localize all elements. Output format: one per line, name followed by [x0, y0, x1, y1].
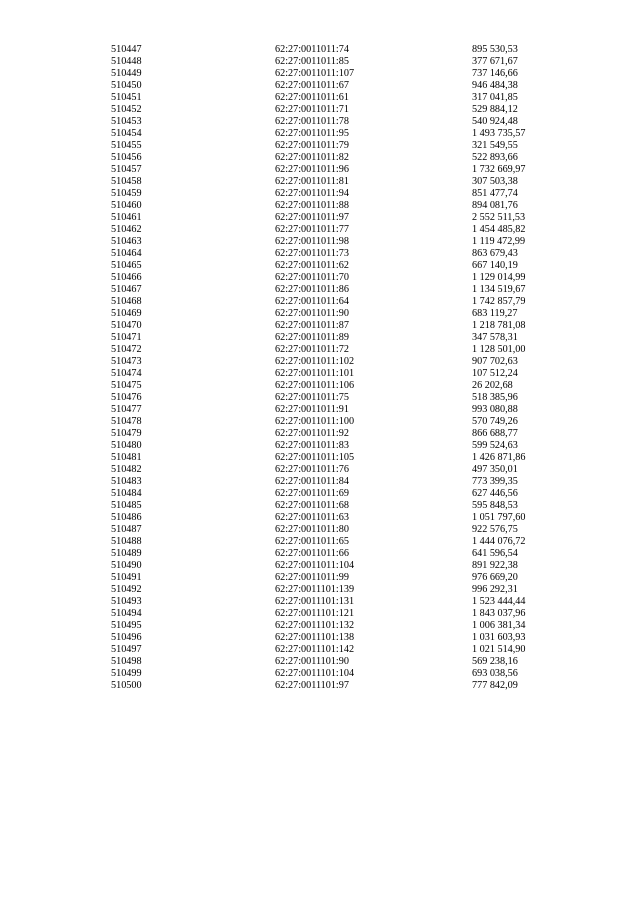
value-cell: 737 146,66: [472, 68, 518, 79]
value-cell: 891 922,38: [472, 560, 518, 571]
cadastral-number-cell: 62:27:0011011:73: [275, 248, 349, 259]
value-cell: 683 119,27: [472, 308, 518, 319]
row-id-cell: 510456: [111, 152, 142, 163]
table-row: [0, 272, 640, 284]
value-cell: 347 578,31: [472, 332, 518, 343]
cadastral-number-cell: 62:27:0011011:71: [275, 104, 349, 115]
data-table: [0, 44, 640, 692]
value-cell: 1 006 381,34: [472, 620, 526, 631]
value-cell: 570 749,26: [472, 416, 518, 427]
row-id-cell: 510483: [111, 476, 142, 487]
table-row: [0, 560, 640, 572]
cadastral-number-cell: 62:27:0011011:65: [275, 536, 349, 547]
table-row: [0, 332, 640, 344]
value-cell: 667 140,19: [472, 260, 518, 271]
value-cell: 993 080,88: [472, 404, 518, 415]
row-id-cell: 510479: [111, 428, 142, 439]
value-cell: 377 671,67: [472, 56, 518, 67]
cadastral-number-cell: 62:27:0011011:89: [275, 332, 349, 343]
row-id-cell: 510487: [111, 524, 142, 535]
value-cell: 307 503,38: [472, 176, 518, 187]
table-row: [0, 512, 640, 524]
table-row: [0, 140, 640, 152]
cadastral-number-cell: 62:27:0011011:70: [275, 272, 349, 283]
value-cell: 26 202,68: [472, 380, 513, 391]
value-cell: 522 893,66: [472, 152, 518, 163]
table-row: [0, 284, 640, 296]
value-cell: 599 524,63: [472, 440, 518, 451]
value-cell: 1 742 857,79: [472, 296, 526, 307]
value-cell: 1 021 514,90: [472, 644, 526, 655]
cadastral-number-cell: 62:27:0011011:79: [275, 140, 349, 151]
cadastral-number-cell: 62:27:0011011:69: [275, 488, 349, 499]
cadastral-number-cell: 62:27:0011011:68: [275, 500, 349, 511]
cadastral-number-cell: 62:27:0011011:88: [275, 200, 349, 211]
row-id-cell: 510460: [111, 200, 142, 211]
cadastral-number-cell: 62:27:0011101:132: [275, 620, 355, 631]
value-cell: 627 446,56: [472, 488, 518, 499]
cadastral-number-cell: 62:27:0011011:104: [275, 560, 355, 571]
table-row: [0, 404, 640, 416]
value-cell: 922 576,75: [472, 524, 518, 535]
row-id-cell: 510474: [111, 368, 142, 379]
table-row: [0, 188, 640, 200]
row-id-cell: 510462: [111, 224, 142, 235]
row-id-cell: 510468: [111, 296, 142, 307]
table-row: [0, 416, 640, 428]
table-row: [0, 584, 640, 596]
table-row: [0, 668, 640, 680]
table-row: [0, 164, 640, 176]
table-row: [0, 452, 640, 464]
value-cell: 317 041,85: [472, 92, 518, 103]
table-row: [0, 128, 640, 140]
table-row: [0, 440, 640, 452]
row-id-cell: 510499: [111, 668, 142, 679]
row-id-cell: 510482: [111, 464, 142, 475]
value-cell: 907 702,63: [472, 356, 518, 367]
cadastral-number-cell: 62:27:0011011:92: [275, 428, 349, 439]
cadastral-number-cell: 62:27:0011011:80: [275, 524, 349, 535]
table-row: [0, 236, 640, 248]
cadastral-number-cell: 62:27:0011011:91: [275, 404, 349, 415]
value-cell: 1 119 472,99: [472, 236, 526, 247]
cadastral-number-cell: 62:27:0011011:78: [275, 116, 349, 127]
cadastral-number-cell: 62:27:0011011:95: [275, 128, 349, 139]
value-cell: 540 924,48: [472, 116, 518, 127]
table-row: [0, 572, 640, 584]
row-id-cell: 510457: [111, 164, 142, 175]
table-row: [0, 500, 640, 512]
cadastral-number-cell: 62:27:0011011:67: [275, 80, 349, 91]
row-id-cell: 510476: [111, 392, 142, 403]
table-row: [0, 56, 640, 68]
value-cell: 1 523 444,44: [472, 596, 526, 607]
value-cell: 1 843 037,96: [472, 608, 526, 619]
table-row: [0, 104, 640, 116]
value-cell: 1 493 735,57: [472, 128, 526, 139]
table-row: [0, 308, 640, 320]
cadastral-number-cell: 62:27:0011011:75: [275, 392, 349, 403]
row-id-cell: 510493: [111, 596, 142, 607]
cadastral-number-cell: 62:27:0011011:82: [275, 152, 349, 163]
row-id-cell: 510490: [111, 560, 142, 571]
cadastral-number-cell: 62:27:0011011:106: [275, 380, 355, 391]
cadastral-number-cell: 62:27:0011101:97: [275, 680, 349, 691]
table-row: [0, 596, 640, 608]
value-cell: 107 512,24: [472, 368, 518, 379]
cadastral-number-cell: 62:27:0011101:139: [275, 584, 355, 595]
row-id-cell: 510448: [111, 56, 142, 67]
row-id-cell: 510464: [111, 248, 142, 259]
cadastral-number-cell: 62:27:0011011:72: [275, 344, 349, 355]
value-cell: 863 679,43: [472, 248, 518, 259]
cadastral-number-cell: 62:27:0011011:94: [275, 188, 349, 199]
value-cell: 1 444 076,72: [472, 536, 526, 547]
table-row: [0, 476, 640, 488]
cadastral-number-cell: 62:27:0011011:99: [275, 572, 349, 583]
cadastral-number-cell: 62:27:0011011:96: [275, 164, 349, 175]
cadastral-number-cell: 62:27:0011011:97: [275, 212, 349, 223]
table-row: [0, 176, 640, 188]
row-id-cell: 510497: [111, 644, 142, 655]
row-id-cell: 510498: [111, 656, 142, 667]
table-row: [0, 536, 640, 548]
value-cell: 996 292,31: [472, 584, 518, 595]
row-id-cell: 510465: [111, 260, 142, 271]
cadastral-number-cell: 62:27:0011011:76: [275, 464, 349, 475]
cadastral-number-cell: 62:27:0011011:102: [275, 356, 355, 367]
table-row: [0, 524, 640, 536]
table-row: [0, 212, 640, 224]
value-cell: 851 477,74: [472, 188, 518, 199]
value-cell: 1 128 501,00: [472, 344, 526, 355]
cadastral-number-cell: 62:27:0011011:105: [275, 452, 355, 463]
value-cell: 518 385,96: [472, 392, 518, 403]
value-cell: 497 350,01: [472, 464, 518, 475]
cadastral-number-cell: 62:27:0011011:90: [275, 308, 349, 319]
cadastral-number-cell: 62:27:0011101:121: [275, 608, 355, 619]
table-row: [0, 344, 640, 356]
value-cell: 1 129 014,99: [472, 272, 526, 283]
value-cell: 2 552 511,53: [472, 212, 526, 223]
row-id-cell: 510477: [111, 404, 142, 415]
value-cell: 777 842,09: [472, 680, 518, 691]
cadastral-number-cell: 62:27:0011101:131: [275, 596, 355, 607]
table-row: [0, 656, 640, 668]
row-id-cell: 510450: [111, 80, 142, 91]
row-id-cell: 510461: [111, 212, 142, 223]
cadastral-number-cell: 62:27:0011011:83: [275, 440, 349, 451]
row-id-cell: 510475: [111, 380, 142, 391]
value-cell: 1 454 485,82: [472, 224, 526, 235]
table-row: [0, 548, 640, 560]
cadastral-number-cell: 62:27:0011011:107: [275, 68, 355, 79]
table-row: [0, 200, 640, 212]
table-row: [0, 116, 640, 128]
row-id-cell: 510480: [111, 440, 142, 451]
table-row: [0, 248, 640, 260]
table-row: [0, 644, 640, 656]
row-id-cell: 510471: [111, 332, 142, 343]
cadastral-number-cell: 62:27:0011011:77: [275, 224, 349, 235]
cadastral-number-cell: 62:27:0011011:81: [275, 176, 349, 187]
value-cell: 529 884,12: [472, 104, 518, 115]
cadastral-number-cell: 62:27:0011011:100: [275, 416, 355, 427]
cadastral-number-cell: 62:27:0011011:86: [275, 284, 349, 295]
table-row: [0, 356, 640, 368]
row-id-cell: 510500: [111, 680, 142, 691]
value-cell: 1 218 781,08: [472, 320, 526, 331]
row-id-cell: 510494: [111, 608, 142, 619]
row-id-cell: 510496: [111, 632, 142, 643]
value-cell: 595 848,53: [472, 500, 518, 511]
row-id-cell: 510489: [111, 548, 142, 559]
value-cell: 976 669,20: [472, 572, 518, 583]
row-id-cell: 510491: [111, 572, 142, 583]
row-id-cell: 510495: [111, 620, 142, 631]
cadastral-number-cell: 62:27:0011011:98: [275, 236, 349, 247]
table-row: [0, 224, 640, 236]
row-id-cell: 510451: [111, 92, 142, 103]
table-row: [0, 488, 640, 500]
table-row: [0, 68, 640, 80]
value-cell: 569 238,16: [472, 656, 518, 667]
table-row: [0, 380, 640, 392]
cadastral-number-cell: 62:27:0011011:84: [275, 476, 349, 487]
row-id-cell: 510466: [111, 272, 142, 283]
table-row: [0, 680, 640, 692]
row-id-cell: 510447: [111, 44, 142, 55]
value-cell: 946 484,38: [472, 80, 518, 91]
cadastral-number-cell: 62:27:0011101:90: [275, 656, 349, 667]
value-cell: 895 530,53: [472, 44, 518, 55]
row-id-cell: 510455: [111, 140, 142, 151]
cadastral-number-cell: 62:27:0011011:63: [275, 512, 349, 523]
row-id-cell: 510492: [111, 584, 142, 595]
cadastral-number-cell: 62:27:0011011:101: [275, 368, 355, 379]
value-cell: 1 426 871,86: [472, 452, 526, 463]
row-id-cell: 510473: [111, 356, 142, 367]
table-row: [0, 392, 640, 404]
table-row: [0, 44, 640, 56]
row-id-cell: 510463: [111, 236, 142, 247]
value-cell: 894 081,76: [472, 200, 518, 211]
table-row: [0, 632, 640, 644]
row-id-cell: 510488: [111, 536, 142, 547]
row-id-cell: 510481: [111, 452, 142, 463]
row-id-cell: 510467: [111, 284, 142, 295]
table-row: [0, 92, 640, 104]
row-id-cell: 510470: [111, 320, 142, 331]
cadastral-number-cell: 62:27:0011101:104: [275, 668, 355, 679]
cadastral-number-cell: 62:27:0011011:87: [275, 320, 349, 331]
value-cell: 1 732 669,97: [472, 164, 526, 175]
cadastral-number-cell: 62:27:0011011:66: [275, 548, 349, 559]
cadastral-number-cell: 62:27:0011011:64: [275, 296, 349, 307]
cadastral-number-cell: 62:27:0011011:74: [275, 44, 349, 55]
table-row: [0, 80, 640, 92]
table-row: [0, 368, 640, 380]
cadastral-number-cell: 62:27:0011011:62: [275, 260, 349, 271]
table-row: [0, 428, 640, 440]
row-id-cell: 510485: [111, 500, 142, 511]
cadastral-number-cell: 62:27:0011101:138: [275, 632, 355, 643]
value-cell: 641 596,54: [472, 548, 518, 559]
value-cell: 693 038,56: [472, 668, 518, 679]
table-row: [0, 260, 640, 272]
value-cell: 1 051 797,60: [472, 512, 526, 523]
row-id-cell: 510459: [111, 188, 142, 199]
row-id-cell: 510486: [111, 512, 142, 523]
table-row: [0, 320, 640, 332]
row-id-cell: 510453: [111, 116, 142, 127]
value-cell: 866 688,77: [472, 428, 518, 439]
table-row: [0, 464, 640, 476]
row-id-cell: 510484: [111, 488, 142, 499]
table-row: [0, 152, 640, 164]
value-cell: 321 549,55: [472, 140, 518, 151]
cadastral-number-cell: 62:27:0011101:142: [275, 644, 355, 655]
value-cell: 773 399,35: [472, 476, 518, 487]
row-id-cell: 510478: [111, 416, 142, 427]
row-id-cell: 510469: [111, 308, 142, 319]
row-id-cell: 510458: [111, 176, 142, 187]
row-id-cell: 510472: [111, 344, 142, 355]
cadastral-number-cell: 62:27:0011011:61: [275, 92, 349, 103]
table-row: [0, 620, 640, 632]
row-id-cell: 510454: [111, 128, 142, 139]
row-id-cell: 510452: [111, 104, 142, 115]
value-cell: 1 031 603,93: [472, 632, 526, 643]
cadastral-number-cell: 62:27:0011011:85: [275, 56, 349, 67]
table-row: [0, 296, 640, 308]
table-row: [0, 608, 640, 620]
row-id-cell: 510449: [111, 68, 142, 79]
value-cell: 1 134 519,67: [472, 284, 526, 295]
